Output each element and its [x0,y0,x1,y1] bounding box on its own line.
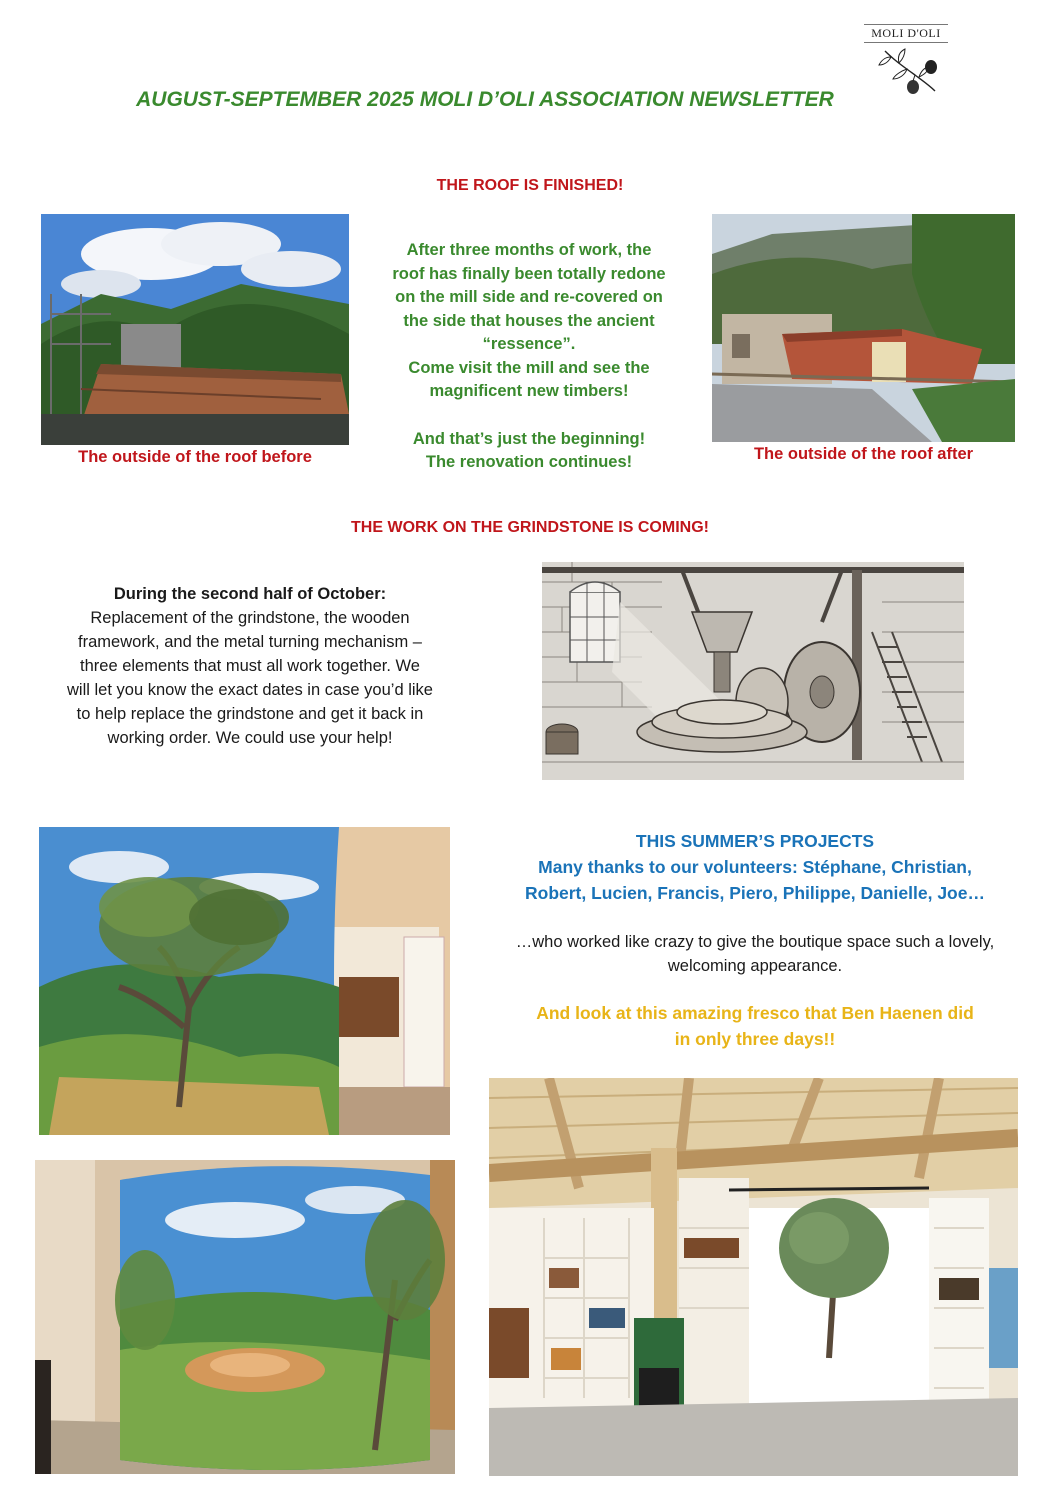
roof-line: roof has finally been totally redone [392,264,666,283]
roof-before-photo [41,214,349,445]
roof-closing-line: The renovation continues! [425,453,633,471]
summer-body-line: welcoming appearance. [667,957,843,975]
caption-roof-before: The outside of the roof before [78,448,312,466]
grindstone-line: Replacement of the grindstone, the wooden [90,609,410,627]
roof-after-photo [712,214,1015,442]
volunteers-line: Robert, Lucien, Francis, Piero, Philippe, Danielle, Joe… [525,883,985,903]
grindstone-line: three elements that must all work together. We [80,657,420,675]
roof-line: on the mill side and re-covered on [395,288,663,306]
newsletter-title: AUGUST-SEPTEMBER 2025 MOLI D’OLI ASSOCIATION NEWSLETTER [136,88,834,111]
grindstone-heading: THE WORK ON THE GRINDSTONE IS COMING! [351,519,709,536]
roof-line: the side that houses the ancient [403,311,655,330]
fresco-line: in only three days!! [674,1029,836,1049]
fresco-photo-2 [35,1160,455,1474]
grindstone-line: will let you know the exact dates in case you’d like [67,681,433,699]
roof-line: magnificent new timbers! [429,382,629,400]
summer-section [480,828,1030,1052]
roof-line: Come visit the mill and see the [408,358,650,377]
grindstone-lead: During the second half of October: [113,585,387,603]
grindstone-line: to help replace the grindstone and get it back in [76,705,424,723]
roof-heading: THE ROOF IS FINISHED! [436,177,624,194]
roof-paragraph [370,239,688,475]
fresco-photo-1 [39,827,450,1135]
roof-line: “ressence”. [482,335,576,353]
logo-text: MOLI D'OLI [864,24,948,43]
grindstone-paragraph [34,582,466,750]
grindstone-line: working order. We could use your help! [107,729,393,747]
fresco-line: And look at this amazing fresco that Ben Haenen did [536,1003,974,1023]
grindstone-sketch [542,562,964,780]
summer-body-line: …who worked like crazy to give the boutique space such a lovely, [515,933,995,951]
caption-roof-after: The outside of the roof after [753,445,974,463]
roof-closing-line: And that’s just the beginning! [412,429,646,448]
roof-line: After three months of work, the [406,241,652,259]
summer-heading: THIS SUMMER’S PROJECTS [635,831,875,851]
boutique-photo [489,1078,1018,1476]
volunteers-line: Many thanks to our volunteers: Stéphane, Christian, [538,857,972,877]
grindstone-line: framework, and the metal turning mechanism – [78,633,422,651]
